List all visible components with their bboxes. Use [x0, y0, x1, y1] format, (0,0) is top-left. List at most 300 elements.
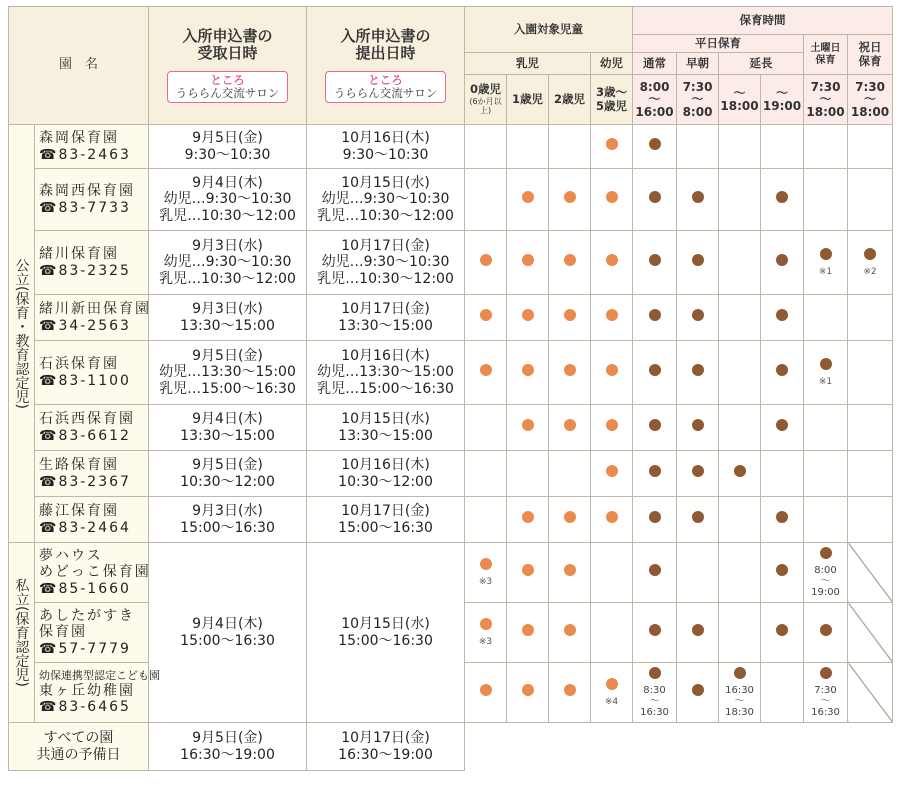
time-line: 9月5日(金)	[192, 457, 263, 474]
schedule-time	[307, 238, 464, 286]
cell-age35	[591, 451, 633, 497]
early-hours-header: 7:30 ～ 8:00	[677, 75, 719, 125]
time-line: 13:30～15:00	[180, 427, 275, 444]
eligible-dot	[522, 624, 534, 636]
reserve-label	[9, 723, 149, 771]
facility-name-line: 東ヶ丘幼稚園	[39, 682, 135, 699]
hours-note: 8:30 ～ 16:30	[640, 685, 669, 719]
cell-age0	[465, 663, 507, 723]
receive-time	[149, 169, 307, 231]
schedule-time	[149, 503, 306, 535]
schedule-time	[307, 411, 464, 443]
time-line: 乳児…15:00～16:30	[159, 380, 296, 397]
cell-age35	[591, 341, 633, 405]
cell-age1	[507, 603, 549, 663]
submit-title: 入所申込書の 提出日時	[340, 27, 431, 63]
facility-name	[35, 341, 149, 405]
reserve-label-text: すべての園 共通の予備日	[36, 730, 121, 763]
eligible-dot	[522, 564, 534, 576]
time-line: 15:00～16:30	[180, 632, 275, 649]
hours-note: 7:30 ～ 16:30	[811, 685, 840, 719]
service-dot	[820, 358, 832, 370]
facility-name-line: 石浜保育園	[39, 356, 119, 373]
receive-time	[149, 295, 307, 341]
service-dot	[776, 191, 788, 203]
eligible-dot	[564, 419, 576, 431]
time-line: 9月5日(金)	[192, 130, 263, 147]
submit-time	[307, 341, 465, 405]
facility-name-line: 幼保連携型認定こども園	[39, 669, 160, 683]
time-line: 10月15日(水)	[341, 411, 430, 428]
cell-normal	[633, 231, 677, 295]
cell-holiday	[848, 125, 893, 169]
cell-early	[677, 663, 719, 723]
time-line: 乳児…10:30～12:00	[317, 270, 454, 287]
time-line: 9月3日(水)	[192, 238, 263, 255]
time-line: 10月17日(金)	[341, 730, 430, 747]
service-dot	[776, 364, 788, 376]
time-line: 9月4日(木)	[192, 411, 263, 428]
eligible-dot	[522, 364, 534, 376]
eligible-dot	[606, 138, 618, 150]
cell-saturday	[804, 663, 848, 723]
cell-normal	[633, 543, 677, 603]
infant-header: 乳児	[465, 53, 591, 75]
cell-age35	[591, 231, 633, 295]
cell-holiday	[848, 405, 893, 451]
service-dot	[649, 191, 661, 203]
cell-ext18	[719, 543, 761, 603]
cell-normal	[633, 125, 677, 169]
time-line: 10月16日(木)	[341, 348, 430, 365]
facility-name-line: あしたがすき	[39, 608, 135, 625]
cell-age2	[549, 405, 591, 451]
cell-early	[677, 169, 719, 231]
schedule-time	[149, 411, 306, 443]
table-row	[9, 405, 893, 451]
service-dot	[692, 684, 704, 696]
cell-ext19	[761, 169, 804, 231]
sat-hours-header: 7:30 ～ 18:00	[804, 75, 848, 125]
receive-header	[149, 7, 307, 125]
care-hours-header: 保育時間	[633, 7, 893, 35]
cell-early	[677, 125, 719, 169]
schedule-time	[307, 348, 464, 396]
cell-age35	[591, 405, 633, 451]
schedule-time	[149, 348, 306, 396]
time-line: 9月4日(木)	[192, 616, 263, 633]
submit-time	[307, 497, 465, 543]
cell-age35	[591, 603, 633, 663]
table-row	[9, 231, 893, 295]
cell-age0	[465, 405, 507, 451]
service-dot	[864, 248, 876, 260]
cell-ext19	[761, 663, 804, 723]
facility-name	[35, 451, 149, 497]
eligible-dot	[522, 191, 534, 203]
service-dot	[734, 667, 746, 679]
service-dot	[776, 511, 788, 523]
time-line: 16:30～19:00	[180, 746, 275, 763]
submit-header	[307, 7, 465, 125]
eligible-dot	[564, 624, 576, 636]
cell-early	[677, 603, 719, 663]
eligible-dot	[522, 254, 534, 266]
facility-name	[35, 543, 149, 603]
cell-early	[677, 451, 719, 497]
cell-ext18	[719, 169, 761, 231]
cell-age2	[549, 169, 591, 231]
facility-name-line: 生路保育園	[39, 457, 119, 474]
service-dot	[649, 465, 661, 477]
time-line: 10月16日(木)	[341, 130, 430, 147]
ext2-hours-header: ～ 19:00	[761, 75, 804, 125]
schedule-time	[307, 503, 464, 535]
time-line: 乳児…10:30～12:00	[159, 270, 296, 287]
facility-name	[35, 603, 149, 663]
receive-time	[149, 451, 307, 497]
phone-number: ☎83-2367	[39, 473, 131, 490]
service-dot	[649, 364, 661, 376]
facility-name-line: 保育園	[39, 624, 87, 641]
cell-age2	[549, 231, 591, 295]
cell-age0	[465, 295, 507, 341]
cell-holiday	[848, 543, 893, 603]
schedule-time	[149, 730, 306, 762]
cell-age1	[507, 231, 549, 295]
table-body	[9, 125, 893, 771]
cell-ext18	[719, 125, 761, 169]
schedule-time	[149, 616, 306, 648]
cell-age2	[549, 341, 591, 405]
cell-holiday	[848, 497, 893, 543]
eligible-dot	[564, 564, 576, 576]
service-dot	[776, 309, 788, 321]
receive-time	[149, 497, 307, 543]
cell-holiday	[848, 663, 893, 723]
cell-early	[677, 341, 719, 405]
time-line: 幼児…13:30～15:00	[159, 364, 296, 381]
service-dot	[776, 624, 788, 636]
cell-age1	[507, 543, 549, 603]
ext1-hours-header: ～ 18:00	[719, 75, 761, 125]
submit-time	[307, 295, 465, 341]
service-dot	[692, 419, 704, 431]
facility-name	[35, 497, 149, 543]
schedule-time	[307, 175, 464, 223]
cell-age2	[549, 543, 591, 603]
eligible-dot	[522, 684, 534, 696]
hours-note: 8:00 ～ 19:00	[811, 565, 840, 599]
service-dot	[692, 364, 704, 376]
time-line: 9月3日(水)	[192, 503, 263, 520]
cell-saturday	[804, 169, 848, 231]
facility-name-line: 夢ハウス	[39, 548, 103, 565]
cell-age0	[465, 451, 507, 497]
cell-ext19	[761, 295, 804, 341]
receive-time	[149, 405, 307, 451]
cell-age2	[549, 295, 591, 341]
cell-normal	[633, 341, 677, 405]
eligible-dot	[564, 254, 576, 266]
phone-number: ☎83-6612	[39, 427, 131, 444]
cell-saturday	[804, 603, 848, 663]
holiday-header: 祝日 保育	[848, 35, 893, 75]
facility-name	[35, 169, 149, 231]
facility-name	[35, 125, 149, 169]
phone-number: ☎83-6465	[39, 698, 131, 715]
time-line: 9月4日(木)	[192, 175, 263, 192]
cell-normal	[633, 497, 677, 543]
time-line: 乳児…10:30～12:00	[159, 207, 296, 224]
submit-time	[307, 405, 465, 451]
cell-age35	[591, 169, 633, 231]
hours-note: 16:30 ～ 18:30	[725, 685, 754, 719]
cell-age1	[507, 405, 549, 451]
receive-title: 入所申込書の 受取日時	[182, 27, 273, 63]
schedule-time	[149, 301, 306, 333]
cell-age0	[465, 231, 507, 295]
time-line: 10:30～12:00	[338, 473, 433, 490]
cell-holiday	[848, 169, 893, 231]
cell-age35	[591, 663, 633, 723]
extended-header: 延長	[719, 53, 804, 75]
time-line: 乳児…15:00～16:30	[317, 380, 454, 397]
cell-age1	[507, 663, 549, 723]
eligible-dot	[564, 511, 576, 523]
cell-age0	[465, 603, 507, 663]
cell-ext18	[719, 231, 761, 295]
cell-age0	[465, 341, 507, 405]
table-row	[9, 125, 893, 169]
footnote-mark: ※3	[478, 576, 493, 587]
cell-holiday	[848, 451, 893, 497]
cell-early	[677, 497, 719, 543]
schedule-time	[307, 130, 464, 162]
receive-place-box: ところ うららん交流サロン	[167, 71, 289, 103]
eligible-dot	[606, 254, 618, 266]
cell-ext19	[761, 497, 804, 543]
schedule-time	[149, 175, 306, 223]
service-dot	[649, 511, 661, 523]
cell-saturday	[804, 231, 848, 295]
cell-ext19	[761, 231, 804, 295]
cell-ext19	[761, 603, 804, 663]
cell-age1	[507, 169, 549, 231]
facility-name-line: 藤江保育園	[39, 503, 119, 520]
service-dot	[692, 191, 704, 203]
cell-age1	[507, 497, 549, 543]
cell-age1	[507, 295, 549, 341]
cell-saturday	[804, 295, 848, 341]
cell-normal	[633, 451, 677, 497]
service-dot	[692, 254, 704, 266]
cell-ext18	[719, 341, 761, 405]
weekday-header: 平日保育	[633, 35, 804, 53]
service-dot	[649, 564, 661, 576]
receive-time	[149, 125, 307, 169]
submit-place-box: ところ うららん交流サロン	[325, 71, 447, 103]
cell-ext19	[761, 125, 804, 169]
service-dot	[649, 309, 661, 321]
cell-ext18	[719, 663, 761, 723]
cell-ext18	[719, 451, 761, 497]
cell-saturday	[804, 451, 848, 497]
phone-number: ☎34-2563	[39, 317, 131, 334]
time-line: 幼児…9:30～10:30	[321, 191, 450, 208]
footnote-mark: ※3	[478, 636, 493, 647]
cell-ext19	[761, 405, 804, 451]
receive-time	[149, 543, 307, 723]
phone-number: ☎85-1660	[39, 580, 131, 597]
time-line: 15:00～16:30	[180, 519, 275, 536]
service-dot	[692, 624, 704, 636]
time-line: 13:30～15:00	[338, 317, 433, 334]
cell-early	[677, 543, 719, 603]
cell-saturday	[804, 405, 848, 451]
cell-ext19	[761, 451, 804, 497]
phone-number: ☎83-2464	[39, 519, 131, 536]
cell-holiday	[848, 341, 893, 405]
eligible-dot	[480, 558, 492, 570]
cell-ext19	[761, 543, 804, 603]
cell-holiday	[848, 603, 893, 663]
group-label: 公立(保育・教育認定児)	[13, 258, 30, 409]
service-dot	[649, 667, 661, 679]
reserve-receive	[149, 723, 307, 771]
cell-saturday	[804, 341, 848, 405]
schedule-time	[307, 730, 464, 762]
footnote-mark: ※2	[863, 266, 877, 277]
time-line: 9:30～10:30	[184, 146, 271, 163]
cell-ext18	[719, 295, 761, 341]
cell-age35	[591, 543, 633, 603]
cell-ext18	[719, 405, 761, 451]
cell-age1	[507, 451, 549, 497]
eligible-dot	[606, 309, 618, 321]
reserve-row	[9, 723, 893, 771]
hol-hours-header: 7:30 ～ 18:00	[848, 75, 893, 125]
service-dot	[649, 624, 661, 636]
schedule-time	[149, 130, 306, 162]
facility-name-line: 石浜西保育園	[39, 411, 135, 428]
eligible-dot	[606, 511, 618, 523]
phone-number: ☎57-7779	[39, 640, 131, 657]
service-dot	[692, 465, 704, 477]
schedule-time	[149, 457, 306, 489]
eligible-dot	[480, 309, 492, 321]
cell-normal	[633, 169, 677, 231]
time-line: 10月16日(木)	[341, 457, 430, 474]
time-line: 15:00～16:30	[338, 632, 433, 649]
service-dot	[649, 138, 661, 150]
eligible-dot	[564, 309, 576, 321]
saturday-header: 土曜日 保育	[804, 35, 848, 75]
eligible-dot	[522, 309, 534, 321]
eligible-dot	[564, 191, 576, 203]
service-dot	[776, 254, 788, 266]
age0-header: 0歳児 (6か月以上)	[465, 75, 507, 125]
receive-time	[149, 231, 307, 295]
service-dot	[820, 547, 832, 559]
time-line: 10月17日(金)	[341, 238, 430, 255]
time-line: 13:30～15:00	[338, 427, 433, 444]
eligible-dot	[606, 419, 618, 431]
service-dot	[820, 667, 832, 679]
age2-header: 2歳児	[549, 75, 591, 125]
cell-age35	[591, 497, 633, 543]
group-private	[9, 543, 35, 723]
eligible-dot	[522, 511, 534, 523]
time-line: 乳児…10:30～12:00	[317, 207, 454, 224]
table-row	[9, 169, 893, 231]
eligible-dot	[606, 364, 618, 376]
time-line: 幼児…9:30～10:30	[163, 254, 292, 271]
service-dot	[820, 248, 832, 260]
cell-ext18	[719, 497, 761, 543]
cell-age2	[549, 497, 591, 543]
table-row	[9, 295, 893, 341]
facility-name	[35, 405, 149, 451]
service-dot	[649, 419, 661, 431]
submit-time	[307, 125, 465, 169]
facility-name-line: 森岡保育園	[39, 130, 119, 147]
normal-header: 通常	[633, 53, 677, 75]
cell-age2	[549, 451, 591, 497]
service-dot	[776, 419, 788, 431]
time-line: 15:00～16:30	[338, 519, 433, 536]
time-line: 13:30～15:00	[180, 317, 275, 334]
time-line: 16:30～19:00	[338, 746, 433, 763]
eligible-dot	[564, 364, 576, 376]
service-dot	[692, 309, 704, 321]
eligible-dot	[606, 191, 618, 203]
cell-saturday	[804, 125, 848, 169]
time-line: 10月17日(金)	[341, 503, 430, 520]
service-dot	[776, 564, 788, 576]
cell-early	[677, 295, 719, 341]
cell-age2	[549, 603, 591, 663]
cell-holiday	[848, 231, 893, 295]
schedule-time	[307, 457, 464, 489]
schedule-table	[8, 6, 893, 771]
receive-time	[149, 341, 307, 405]
reserve-submit	[307, 723, 465, 771]
normal-hours-header: 8:00 ～ 16:00	[633, 75, 677, 125]
phone-number: ☎83-1100	[39, 372, 131, 389]
cell-age35	[591, 295, 633, 341]
age35-header: 3歳～ 5歳児	[591, 75, 633, 125]
table-row	[9, 543, 893, 603]
time-line: 幼児…9:30～10:30	[163, 191, 292, 208]
cell-age0	[465, 497, 507, 543]
cell-normal	[633, 663, 677, 723]
service-dot	[734, 465, 746, 477]
eligible-dot	[480, 254, 492, 266]
facility-name-line: 森岡西保育園	[39, 183, 135, 200]
eligible-dot	[480, 684, 492, 696]
cell-normal	[633, 295, 677, 341]
cell-age2	[549, 125, 591, 169]
group-public	[9, 125, 35, 543]
time-line: 9月3日(水)	[192, 301, 263, 318]
facility-name	[35, 231, 149, 295]
time-line: 10:30～12:00	[180, 473, 275, 490]
cell-ext18	[719, 603, 761, 663]
cell-age0	[465, 543, 507, 603]
cell-saturday	[804, 543, 848, 603]
empty-area	[465, 723, 893, 771]
